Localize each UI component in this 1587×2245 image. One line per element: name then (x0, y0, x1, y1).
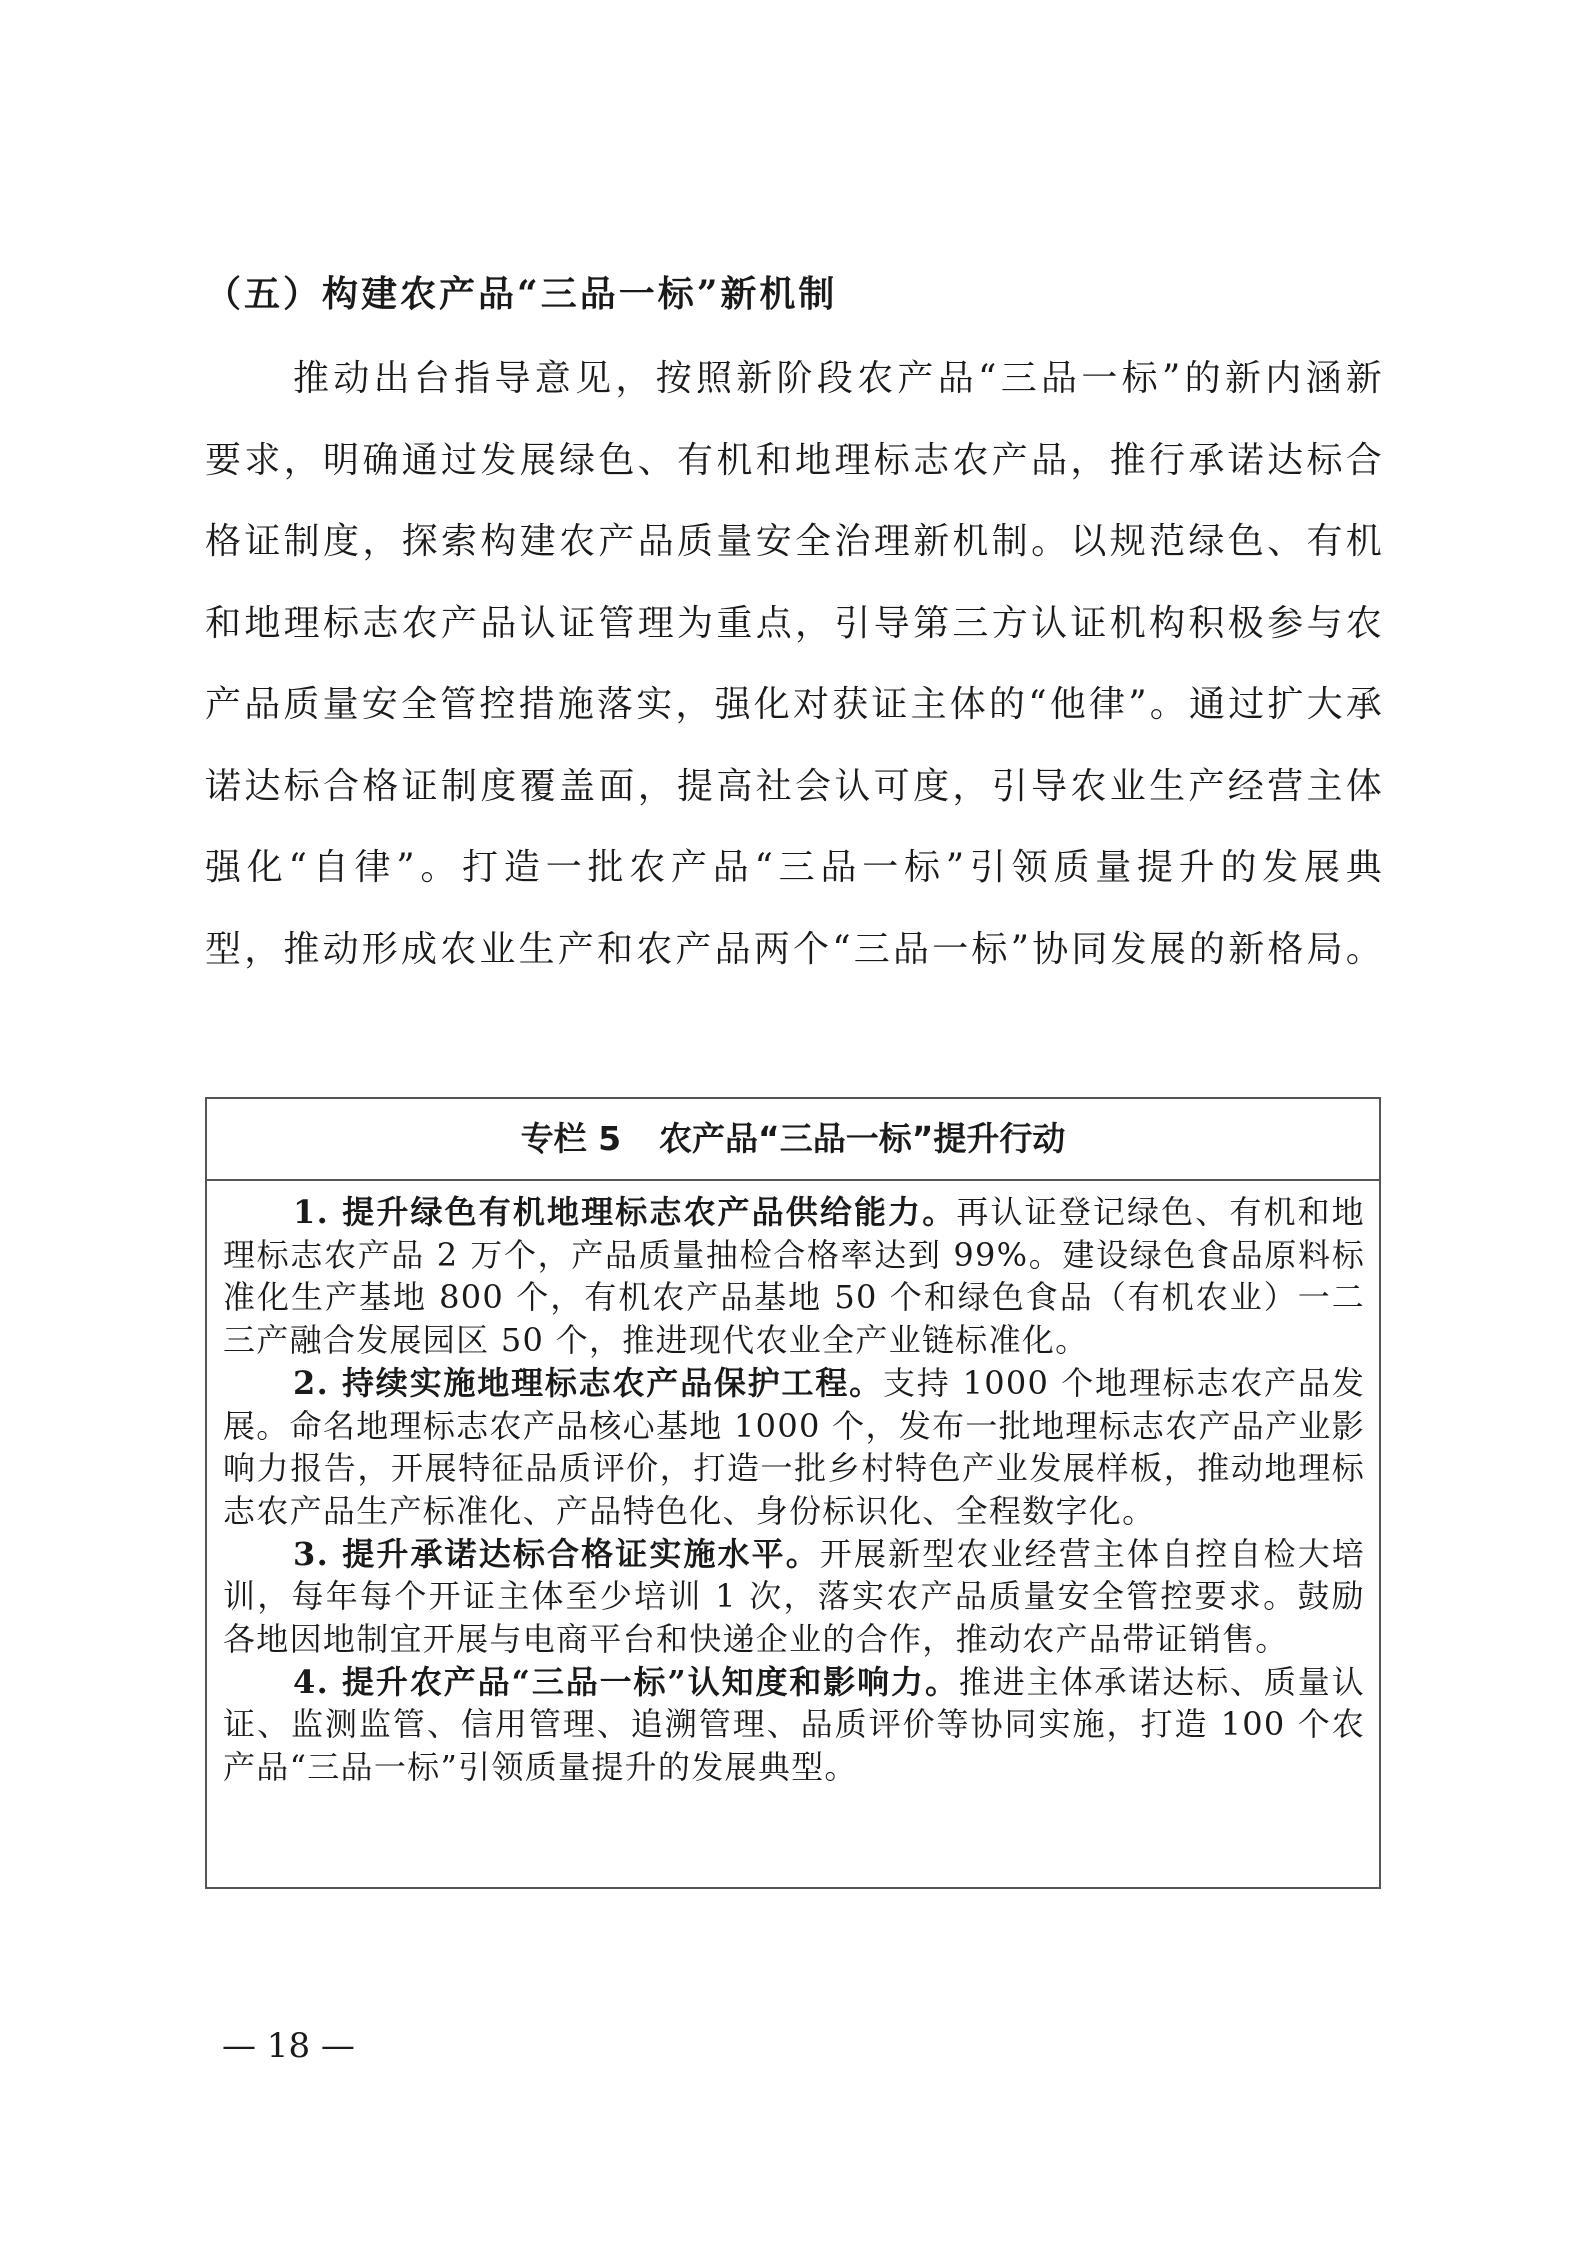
column-label: 专栏 5 (520, 1119, 622, 1158)
column-item-text: 再认证登记绿色、有机和地理标志农产品 2 万个，产品质量抽检合格率达到 99%。建设绿色食品原料标准化生产基地 800 个，有机农产品基地 50 个和绿色食品（有机农业）一二三产融合发展园区 50 个，推进现代农业全产业链标准化。 (223, 1193, 1365, 1360)
page-number: — 18 — (222, 2026, 355, 2066)
feature-column-box (205, 1097, 1381, 1889)
column-item-4 (223, 1661, 1365, 1789)
section-paragraph: 推动出台指导意见，按照新阶段农产品“三品一标”的新内涵新要求，明确通过发展绿色、有机和地理标志农产品，推行承诺达标合格证制度，探索构建农产品质量安全治理新机制。以规范绿色、有机和地理标志农产品认证管理为重点，引导第三方认证机构积极参与农产品质量安全管控措施落实，强化对获证主体的“他律”。通过扩大承诺达标合格证制度覆盖面，提高社会认可度，引导农业生产经营主体强化“自律”。打造一批农产品“三品一标”引领质量提升的发展典型，推动形成农业生产和农产品两个“三品一标”协同发展的新格局。 (205, 358, 1386, 970)
column-item-text: 支持 1000 个地理标志农产品发展。命名地理标志农产品核心基地 1000 个，发布一批地理标志农产品产业影响力报告，开展特征品质评价，打造一批乡村特色产业发展样板，推动地理标志农产品生产标准化、产品特色化、身份标识化、全程数字化。 (223, 1363, 1365, 1530)
column-item-3 (223, 1533, 1365, 1661)
column-title-bar (207, 1099, 1379, 1181)
section-heading: （五）构建农产品“三品一标”新机制 (205, 273, 838, 315)
column-item-text: 开展新型农业经营主体自控自检大培训，每年每个开证主体至少培训 1 次，落实农产品质量安全管控要求。鼓励各地因地制宜开展与电商平台和快递企业的合作，推动农产品带证销售。 (223, 1534, 1365, 1659)
column-item-lead: 2. 持续实施地理标志农产品保护工程。 (293, 1363, 883, 1402)
column-item-lead: 1. 提升绿色有机地理标志农产品供给能力。 (293, 1193, 957, 1231)
column-item-text: 推进主体承诺达标、质量认证、监测监管、信用管理、追溯管理、品质评价等协同实施，打造 100 个农产品“三品一标”引领质量提升的发展典型。 (223, 1662, 1365, 1787)
column-body (207, 1181, 1379, 1789)
column-item-lead: 3. 提升承诺达标合格证实施水平。 (293, 1534, 820, 1573)
column-title: 农产品“三品一标”提升行动 (659, 1119, 1066, 1158)
column-item-2 (223, 1362, 1365, 1533)
column-item-1 (223, 1191, 1365, 1362)
column-item-lead: 4. 提升农产品“三品一标”认知度和影响力。 (293, 1662, 959, 1701)
